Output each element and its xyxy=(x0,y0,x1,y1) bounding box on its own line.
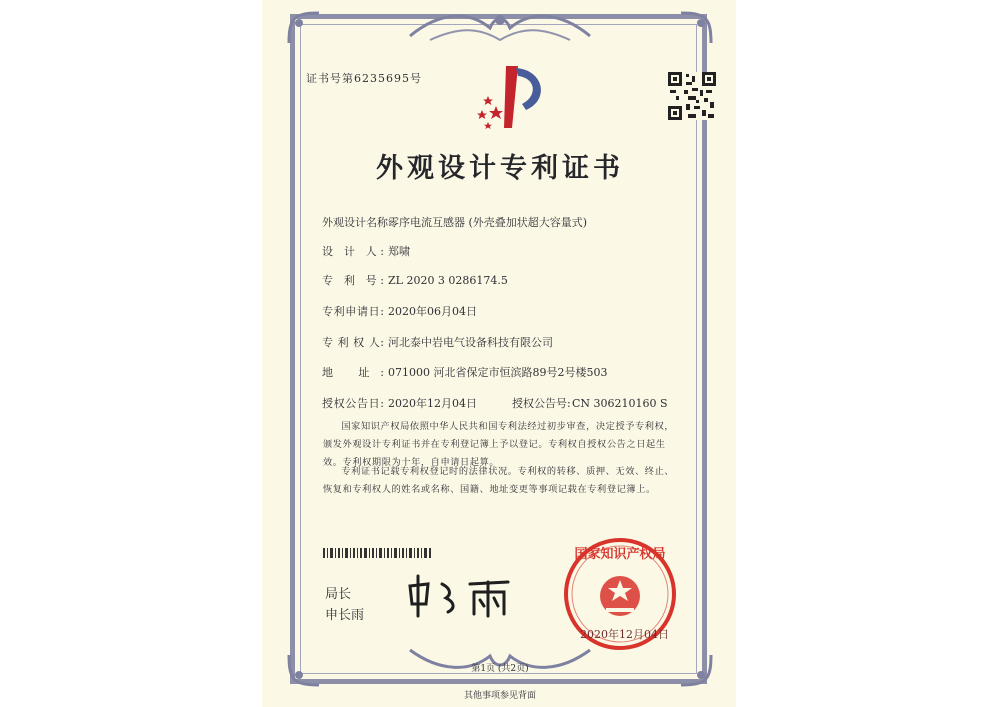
seal-date: 2020年12月04日 xyxy=(580,628,669,641)
patent-number-label: 专 利 号: xyxy=(322,274,384,287)
designer-label: 设 计 人: xyxy=(322,245,384,258)
patent-office-logo xyxy=(466,60,550,132)
filing-date-label: 专利申请日: xyxy=(322,305,384,318)
address-value: 071000 河北省保定市恒滨路89号2号楼503 xyxy=(388,366,608,379)
field-grant-number xyxy=(512,395,668,411)
signature-name: 申长雨 xyxy=(325,608,365,623)
address-label: 地 址: xyxy=(322,366,384,379)
field-design-name xyxy=(322,214,587,230)
filing-date-value: 2020年06月04日 xyxy=(388,305,477,318)
statement-paragraph-1: 国家知识产权局依照中华人民共和国专利法经过初步审查，决定授予专利权，颁发外观设计专利证书并在专利登记簿上予以登记。专利权自授权公告之日起生效。专利权期限为十年，自申请日起算。 xyxy=(323,421,675,468)
qr-code xyxy=(668,72,716,120)
grant-number-label: 授权公告号: xyxy=(512,397,571,410)
field-patentee xyxy=(322,334,553,350)
corner-ornament-top-left xyxy=(284,8,324,48)
certificate-number: 证书号第6235695号 xyxy=(306,72,422,85)
statement-paragraph-2: 专利证书记载专利权登记时的法律状况。专利权的转移、质押、无效、终止、恢复和专利权人的姓名或名称、国籍、地址变更等事项记载在专利登记簿上。 xyxy=(323,466,675,495)
patentee-label: 专 利 权 人: xyxy=(322,336,384,349)
seal-text: 国家知识产权局 xyxy=(574,547,666,562)
bottom-note: 其他事项参见背面 xyxy=(463,691,536,701)
page-indicator: 第1页 (共2页) xyxy=(471,664,529,674)
field-filing-date xyxy=(322,303,477,319)
top-ornament xyxy=(400,6,600,50)
handwritten-signature xyxy=(404,572,522,620)
corner-ornament-top-right xyxy=(676,8,716,48)
barcode xyxy=(323,548,431,558)
design-name-label: 外观设计名称: xyxy=(322,216,392,229)
grant-date-label: 授权公告日: xyxy=(322,397,384,410)
patent-number-value: ZL 2020 3 0286174.5 xyxy=(388,274,508,287)
patentee-value: 河北泰中岩电气设备科技有限公司 xyxy=(388,336,553,349)
grant-date-value: 2020年12月04日 xyxy=(388,397,477,410)
grant-number-value: CN 306210160 S xyxy=(572,397,668,410)
field-grant-date xyxy=(322,395,477,411)
certificate-title: 外观设计专利证书 xyxy=(376,153,624,184)
field-patent-number xyxy=(322,272,508,288)
signature-title: 局长 xyxy=(325,587,352,602)
design-name-value: 零序电流互感器 (外壳叠加状超大容量式) xyxy=(388,216,588,229)
designer-value: 郑啸 xyxy=(388,245,410,258)
field-designer xyxy=(322,243,410,259)
field-address xyxy=(322,364,607,380)
